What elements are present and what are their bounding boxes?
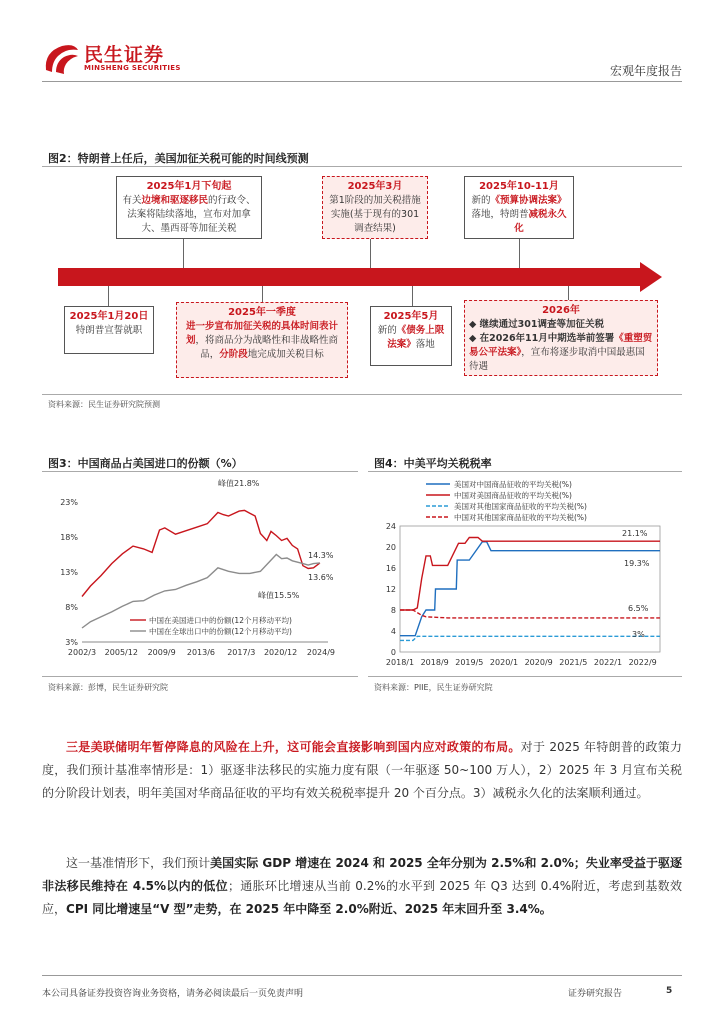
series-line-3 [400,610,660,618]
timeline-arrow-head [640,262,662,292]
x-tick-label: 2020/12 [263,648,298,657]
figure-2-top-rule [42,166,682,167]
brand-name: 民生证券 [84,44,165,66]
timeline-connector [183,239,184,269]
x-tick-label: 2005/12 [104,648,138,657]
event-date: 2025年1月下旬起 [146,181,232,192]
figure-3-top-rule [42,471,358,472]
event-date: 2025年一季度 [228,307,296,318]
event-date: 2025年10-11月 [479,181,559,192]
x-tick-label: 2024/9 [306,648,336,657]
annotation-label: 3% [632,630,645,639]
legend-label: 美国对其他国家商品征收的平均关税(%) [454,502,587,511]
x-tick-label: 2018/9 [420,658,449,667]
figure-3-bottom-rule [42,676,358,677]
x-tick-label: 2009/9 [147,648,176,657]
figure-4-source: 资料来源：PIIE，民生证券研究院 [374,683,493,692]
event-date: 2025年5月 [383,311,439,322]
timeline-event-2026: 2026年 ◆ 继续通过301调查等加征关税 ◆ 在2026年11月中期选举前签署《重塑贸易公平法案》，宣布将逐步取消中国最惠国待遇 [464,300,658,376]
figure-3-source: 资料来源：彭博，民生证券研究院 [48,683,168,692]
timeline-event-oct-nov: 2025年10-11月 新的《预算协调法案》落地，特朗普减税永久化 [464,176,574,239]
x-tick-label: 2022/1 [593,658,623,667]
x-tick-label: 2020/9 [524,658,553,667]
annotation-label: 13.6% [308,573,334,582]
report-type: 宏观年度报告 [609,64,682,78]
series-line-0 [400,542,660,636]
y-tick-label: 4 [390,627,396,636]
event-date: 2025年1月20日 [69,311,149,322]
legend-label: 中国对其他国家商品征收的平均关税(%) [454,513,587,522]
y-tick-label: 20 [385,543,396,552]
timeline-event-jan-late: 2025年1月下旬起 有关边境和驱逐移民的行政令、法案将陆续落地，宣布对加拿大、墨西哥等加征关税 [116,176,262,239]
x-tick-label: 2013/6 [186,648,216,657]
annotation-label: 6.5% [628,604,649,613]
footer-divider [42,975,682,976]
brand-name-en: MINSHENG SECURITIES [84,64,181,72]
legend-label: 中国在全球出口中的份额(12个月移动平均) [149,627,292,636]
figure-2-title: 图2：特朗普上任后，美国加征关税可能的时间线预测 [48,152,309,165]
timeline-connector [519,239,520,269]
y-tick-label: 3% [65,638,78,647]
y-tick-label: 23% [60,498,78,507]
x-tick-label: 2002/3 [67,648,97,657]
timeline-event-march: 2025年3月 第1阶段的加关税措施实施(基于现有的301调查结果) [322,176,428,239]
annotation-label: 峰值21.8% [218,479,260,488]
paragraph-baseline-forecast: 这一基准情形下，我们预计美国实际 GDP 增速在 2024 和 2025 全年分别为 2.5%和 2.0%；失业率受益于驱逐非法移民维持在 4.5%以内的低位；通胀环比增速从当前 0.2%的水平到 2025 年 Q3 达到 0.4%附近，考虑到基数效应，CPI 同比增速呈“V 型”走势，在 2025 年中降至 2.0%附近、2025 年末回升至 3.4%。 [42,856,682,916]
brand-logo-icon [42,40,80,76]
header-divider [42,81,682,82]
y-tick-label: 8 [390,606,396,615]
timeline-arrow [58,268,648,286]
timeline-connector [262,286,263,302]
legend-label: 美国对中国商品征收的平均关税(%) [454,480,572,489]
chart-us-china-average-tariff [368,474,682,672]
x-tick-label: 2019/5 [455,658,484,667]
legend-label: 中国对美国商品征收的平均关税(%) [454,491,572,500]
annotation-label: 14.3% [308,551,334,560]
figure-2-source: 资料来源：民生证券研究院预测 [48,400,160,409]
figure-4-top-rule [368,471,682,472]
figure-2-bottom-rule [42,394,682,395]
timeline-event-q1: 2025年一季度 进一步宣布加征关税的具体时间表计划，将商品分为战略性和非战略性商品，分阶段地完成加关税目标 [176,302,348,378]
x-tick-label: 2022/9 [628,658,657,667]
series-line-2 [400,636,660,640]
x-tick-label: 2018/1 [385,658,415,667]
y-tick-label: 16 [385,564,396,573]
timeline-event-inauguration: 2025年1月20日 特朗普宣誓就职 [64,306,154,354]
page-number: 5 [666,986,673,996]
series-line-0 [82,510,320,596]
y-tick-label: 0 [390,648,396,657]
figure-4-title: 图4：中美平均关税税率 [374,457,492,470]
x-tick-label: 2021/5 [559,658,588,667]
y-tick-label: 12 [385,585,396,594]
timeline-connector [412,286,413,306]
annotation-label: 21.1% [622,529,648,538]
timeline-event-may: 2025年5月 新的《债务上限法案》落地 [370,306,452,366]
chart-china-share-us-imports [42,474,358,672]
annotation-label: 19.3% [624,559,650,568]
series-line-1 [400,538,660,611]
paragraph-fed-risk: 三是美联储明年暂停降息的风险在上升，这可能会直接影响到国内应对政策的布局。对于 2025 年特朗普的政策力度，我们预计基准率情形是：1）驱逐非法移民的实施力度有限（一年驱逐 50~100 万人），2）2025 年 3 月宣布关税的分阶段计划表，明年美国对华商品征收的平均有效关税税率提升 20 个百分点。3）减税永久化的法案顺利通过。 [42,740,682,800]
event-date: 2025年3月 [347,181,403,192]
timeline-connector [108,286,109,306]
footer-disclaimer: 本公司具备证券投资咨询业务资格，请务必阅读最后一页免责声明 [42,989,304,999]
y-tick-label: 18% [60,533,78,542]
timeline-connector [370,239,371,269]
timeline-connector [568,286,569,300]
figure-3-title: 图3：中国商品占美国进口的份额（%） [48,457,243,470]
footer-label: 证券研究报告 [568,989,623,999]
y-tick-label: 8% [65,603,78,612]
x-tick-label: 2020/1 [489,658,519,667]
legend-label: 中国在美国进口中的份额(12个月移动平均) [149,616,292,625]
y-tick-label: 24 [385,522,396,531]
x-tick-label: 2017/3 [227,648,256,657]
y-tick-label: 13% [60,568,78,577]
figure-4-bottom-rule [368,676,682,677]
event-date: 2026年 [542,305,580,316]
annotation-label: 峰值15.5% [258,591,300,600]
